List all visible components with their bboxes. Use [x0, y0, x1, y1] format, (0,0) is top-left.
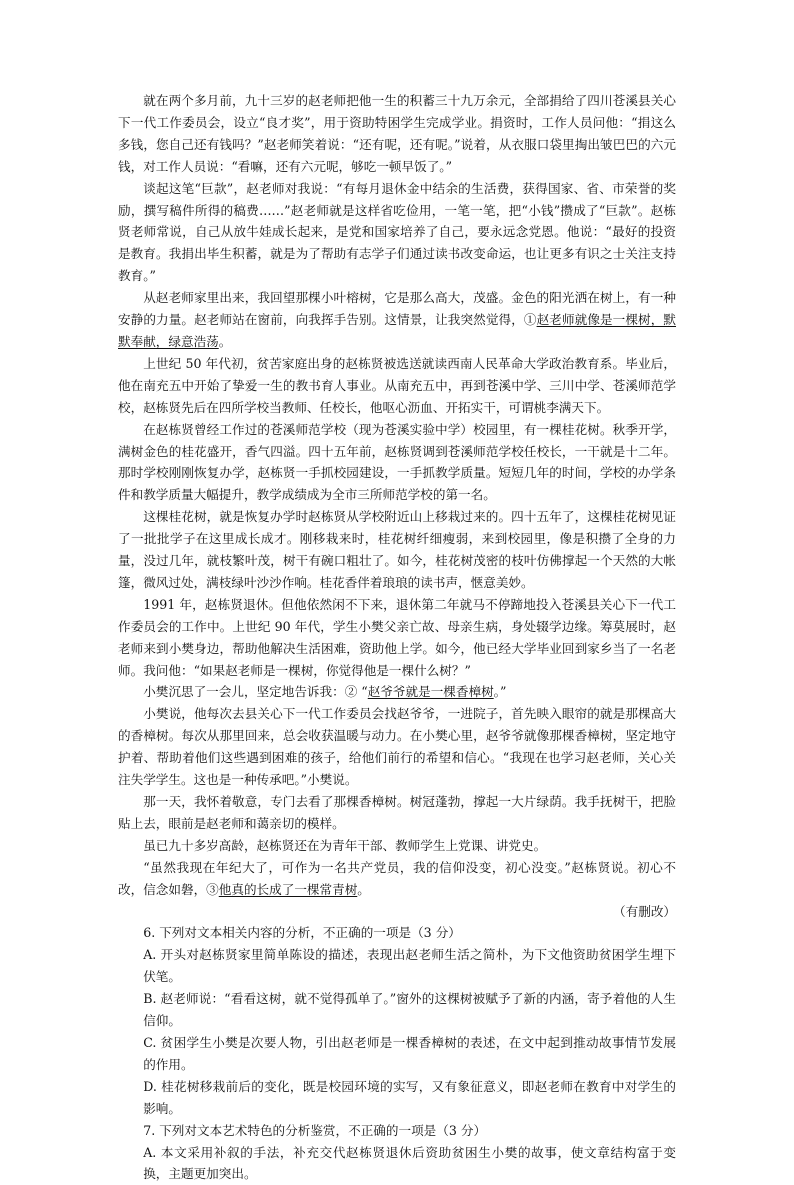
underlined-sentence-2: 赵爷爷就是一棵香樟树	[368, 684, 494, 699]
paragraph-text: “虽然我现在年纪大了，可作为一名共产党员，我的信仰没变，初心没变。”赵栋贤说。初心不改，信念如磐，③	[118, 860, 676, 897]
paragraph-text: 。	[357, 882, 370, 897]
question-7-stem: 7. 下列对文本艺术特色的分析鉴赏，不正确的一项是（3 分）	[118, 1120, 676, 1142]
paragraph: 虽已九十多岁高龄，赵栋贤还在为青年干部、教师学生上党课、讲党史。	[118, 835, 676, 857]
question-6-option-d: D. 桂花树移栽前后的变化，既是校园环境的实写，又有象征意义，即赵老师在教育中对学生的影响。	[118, 1076, 676, 1120]
paragraph-text: 。”	[494, 684, 507, 699]
paragraph: 这棵桂花树，就是恢复办学时赵栋贤从学校附近山上移栽过来的。四十五年了，这棵桂花树见证了一批批学子在这里成长成才。刚移栽来时，桂花树纤细瘦弱，来到校园里，像是积攒了全身的力量，没过几年，就枝繁叶茂，树干有碗口粗壮了。如今，桂花树茂密的枝叶仿佛撑起一个天然的大帐篷，微风过处，满枝绿叶沙沙作响。桂花香伴着琅琅的读书声，惬意美妙。	[118, 506, 676, 594]
question-6-option-a: A. 开头对赵栋贤家里简单陈设的描述，表现出赵老师生活之简朴，为下文他资助贫困学生埋下伏笔。	[118, 944, 676, 988]
paragraph: 那一天，我怀着敬意，专门去看了那棵香樟树。树冠蓬勃，撑起一大片绿荫。我手抚树干，把脸贴上去，眼前是赵老师和蔼亲切的模样。	[118, 791, 676, 835]
document-page	[118, 90, 676, 1185]
underlined-sentence-1: 赵老师就像是一棵树，默默奉献，绿意浩荡	[118, 312, 676, 349]
paragraph	[118, 857, 676, 901]
question-6-option-b: B. 赵老师说：“看看这树，就不觉得孤单了。”窗外的这棵树被赋予了新的内涵，寄予着他的人生信仰。	[118, 988, 676, 1032]
source-note: （有删改）	[118, 901, 676, 923]
paragraph: 就在两个多月前，九十三岁的赵老师把他一生的积蓄三十九万余元，全部捐给了四川苍溪县关心下一代工作委员会，设立“良才奖”，用于资助特困学生完成学业。捐资时，工作人员问他：“捐这么多钱，您自己还有钱吗？”赵老师笑着说：“还有呢，还有呢。”说着，从衣服口袋里掏出皱巴巴的六元钱，对工作人员说：“看嘛，还有六元呢，够吃一顿早饭了。”	[118, 90, 676, 178]
paragraph: 1991 年，赵栋贤退休。但他依然闲不下来，退休第二年就马不停蹄地投入苍溪县关心下一代工作委员会的工作中。上世纪 90 年代，学生小樊父亲亡故、母亲生病，身处辍学边缘。筹莫展时，赵老师来到小樊身边，帮助他解决生活困难，资助他上学。如今，他已经大学毕业回到家乡当了一名老师。我问他：“如果赵老师是一棵树，你觉得他是一棵什么树？”	[118, 594, 676, 682]
paragraph-text: 从赵老师家里出来，我回望那棵小叶榕树，它是那么高大，茂盛。金色的阳光洒在树上，有一种安静的力量。赵老师站在窗前，向我挥手告别。这情景，让我突然觉得，①	[118, 290, 676, 327]
paragraph-text: 小樊沉思了一会儿，坚定地告诉我：② “	[143, 684, 368, 699]
question-6-stem: 6. 下列对文本相关内容的分析，不正确的一项是（3 分）	[118, 922, 676, 944]
paragraph	[118, 681, 676, 703]
question-6-option-c: C. 贫困学生小樊是次要人物，引出赵老师是一棵香樟树的表述，在文中起到推动故事情节发展的作用。	[118, 1032, 676, 1076]
underlined-sentence-3: 他真的长成了一棵常青树	[219, 882, 358, 897]
paragraph: 上世纪 50 年代初，贫苦家庭出身的赵栋贤被选送就读西南人民革命大学政治教育系。毕业后，他在南充五中开始了挚爱一生的教书育人事业。从南充五中，再到苍溪中学、三川中学、苍溪师范学校，赵栋贤先后在四所学校当教师、任校长，他呕心沥血、开拓实干，可谓桃李满天下。	[118, 353, 676, 419]
paragraph-text: 。	[219, 334, 232, 349]
paragraph: 小樊说，他每次去县关心下一代工作委员会找赵爷爷，一进院子，首先映入眼帘的就是那棵高大的香樟树。每次从那里回来，总会收获温暖与动力。在小樊心里，赵爷爷就像那棵香樟树，坚定地守护着、帮助着他们这些遇到困难的孩子，给他们前行的希望和信心。“我现在也学习赵老师，关心关注失学学生。这也是一种传承吧。”小樊说。	[118, 703, 676, 791]
paragraph	[118, 287, 676, 353]
paragraph: 在赵栋贤曾经工作过的苍溪师范学校（现为苍溪实验中学）校园里，有一棵桂花树。秋季开学，满树金色的桂花盛开，香气四溢。四十五年前，赵栋贤调到苍溪师范学校任校长，一干就是十二年。那时学校刚刚恢复办学，赵栋贤一手抓校园建设，一手抓教学质量。短短几年的时间，学校的办学条件和教学质量大幅提升，教学成绩成为全市三所师范学校的第一名。	[118, 419, 676, 507]
paragraph: 谈起这笔“巨款”，赵老师对我说：“有每月退休金中结余的生活费，获得国家、省、市荣誉的奖励，撰写稿件所得的稿费……”赵老师就是这样省吃俭用，一笔一笔，把“小钱”攒成了“巨款”。赵栋贤老师常说，自己从放牛娃成长起来，是党和国家培养了自己，要永远念党恩。他说：“最好的投资是教育。我捐出毕生积蓄，就是为了帮助有志学子们通过读书改变命运，也让更多有识之士关注支持教育。”	[118, 178, 676, 288]
question-7-option-a: A. 本文采用补叙的手法，补充交代赵栋贤退休后资助贫困生小樊的故事，使文章结构富于变换，主题更加突出。	[118, 1142, 676, 1185]
